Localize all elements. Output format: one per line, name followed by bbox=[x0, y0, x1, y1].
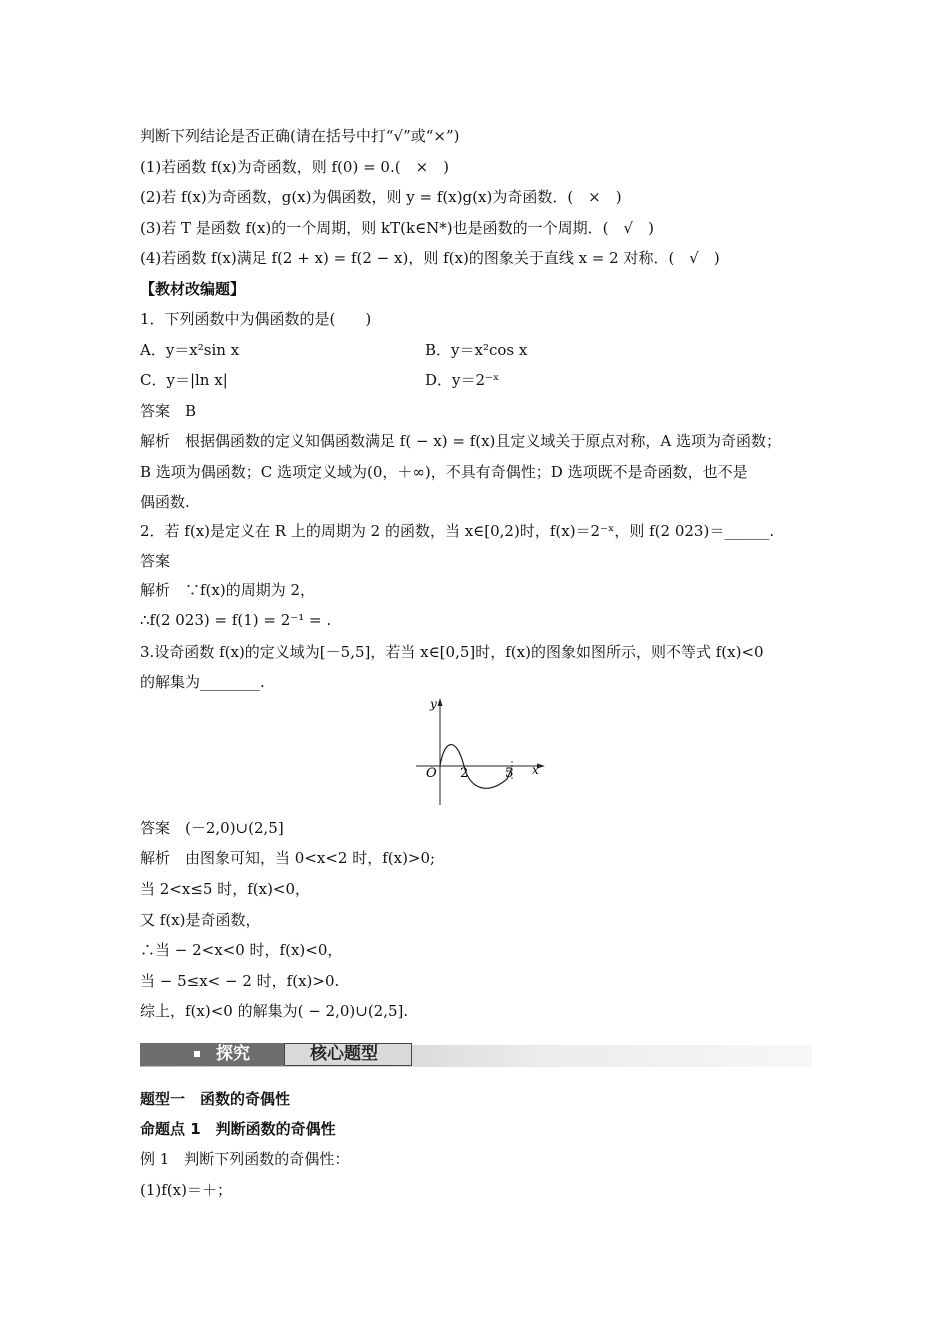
judge-item-1: (1)若函数 f(x)为奇函数，则 f(0) = 0.( × ) bbox=[140, 158, 449, 176]
example-1: 例 1 判断下列函数的奇偶性： bbox=[140, 1150, 350, 1168]
tick-label-5: 5 bbox=[505, 766, 514, 781]
options-row-2 bbox=[140, 368, 820, 392]
banner-section-label: 探究 bbox=[216, 1044, 250, 1064]
function-graph-figure bbox=[408, 695, 548, 807]
banner-dark-block bbox=[140, 1043, 284, 1066]
options-row-1 bbox=[140, 338, 820, 362]
judge-item-2: (2)若 f(x)为奇函数，g(x)为偶函数，则 y = f(x)g(x)为奇函数．( × ) bbox=[140, 188, 622, 206]
judge-item-3: (3)若 T 是函数 f(x)的一个周期，则 kT(k∈N*)也是函数的一个周期．( √ ) bbox=[140, 219, 654, 237]
option-b: B．y＝x²cos x bbox=[425, 341, 528, 359]
answer-1: 答案 B bbox=[140, 402, 197, 420]
x-axis-label: x bbox=[532, 763, 539, 777]
banner-title: 核心题型 bbox=[310, 1044, 378, 1064]
intro-instruction: 判断下列结论是否正确(请在括号中打“√”或“×”) bbox=[140, 127, 460, 145]
analysis-3-line-1: 解析 由图象可知，当 0<x<2 时，f(x)>0; bbox=[140, 849, 436, 867]
option-c: C．y＝|ln x| bbox=[140, 371, 228, 389]
answer-3: 答案 (－2,0)∪(2,5] bbox=[140, 819, 284, 837]
analysis-2-line-1: 解析 ∵f(x)的周期为 2， bbox=[140, 581, 316, 599]
analysis-3-line-3: 又 f(x)是奇函数， bbox=[140, 911, 261, 929]
y-axis-arrow bbox=[438, 698, 443, 706]
tick-label-2: 2 bbox=[460, 766, 469, 781]
analysis-3-line-5: 当 − 5≤x< − 2 时，f(x)>0. bbox=[140, 972, 340, 990]
subtopic-heading: 命题点 1 判断函数的奇偶性 bbox=[140, 1120, 336, 1138]
function-graph bbox=[408, 695, 548, 807]
question-3-line-1: 3.设奇函数 f(x)的定义域为[－5,5]，若当 x∈[0,5]时，f(x)的图象如图所示，则不等式 f(x)<0 bbox=[140, 643, 764, 661]
question-1: 1．下列函数中为偶函数的是( ) bbox=[140, 310, 372, 328]
section-banner bbox=[140, 1042, 812, 1068]
analysis-1-line-1: 解析 根据偶函数的定义知偶函数满足 f( − x) = f(x)且定义域关于原点对称，A 选项为奇函数； bbox=[140, 432, 782, 450]
analysis-3-line-4: ∴当 − 2<x<0 时，f(x)<0， bbox=[140, 941, 343, 959]
question-3-line-2: 的解集为________. bbox=[140, 673, 265, 691]
banner-square-icon bbox=[194, 1051, 200, 1057]
option-a: A．y＝x²sin x bbox=[140, 341, 240, 359]
topic-heading: 题型一 函数的奇偶性 bbox=[140, 1090, 291, 1108]
origin-label: O bbox=[426, 766, 437, 781]
analysis-2-line-2: ∴f(2 023) = f(1) = 2⁻¹ = . bbox=[140, 611, 332, 629]
analysis-1-line-2: B 选项为偶函数；C 选项定义域为(0，＋∞)，不具有奇偶性；D 选项既不是奇函数，也不是 bbox=[140, 463, 748, 481]
y-axis-label: y bbox=[430, 697, 437, 711]
analysis-3-summary: 综上，f(x)<0 的解集为( − 2,0)∪(2,5]. bbox=[140, 1002, 409, 1020]
option-d: D．y＝2⁻ˣ bbox=[425, 371, 500, 389]
analysis-1-line-3: 偶函数. bbox=[140, 493, 190, 511]
judge-item-4: (4)若函数 f(x)满足 f(2 + x) = f(2 − x)，则 f(x)的图象关于直线 x = 2 对称．( √ ) bbox=[140, 249, 720, 267]
section-heading-textbook: 【教材改编题】 bbox=[140, 280, 246, 298]
answer-2: 答案 bbox=[140, 552, 171, 570]
example-1-part-1: (1)f(x)＝＋； bbox=[140, 1181, 232, 1199]
question-2: 2．若 f(x)是定义在 R 上的周期为 2 的函数，当 x∈[0,2)时，f(x)＝2⁻ˣ，则 f(2 023)＝______. bbox=[140, 522, 775, 540]
analysis-3-line-2: 当 2<x≤5 时，f(x)<0， bbox=[140, 880, 311, 898]
